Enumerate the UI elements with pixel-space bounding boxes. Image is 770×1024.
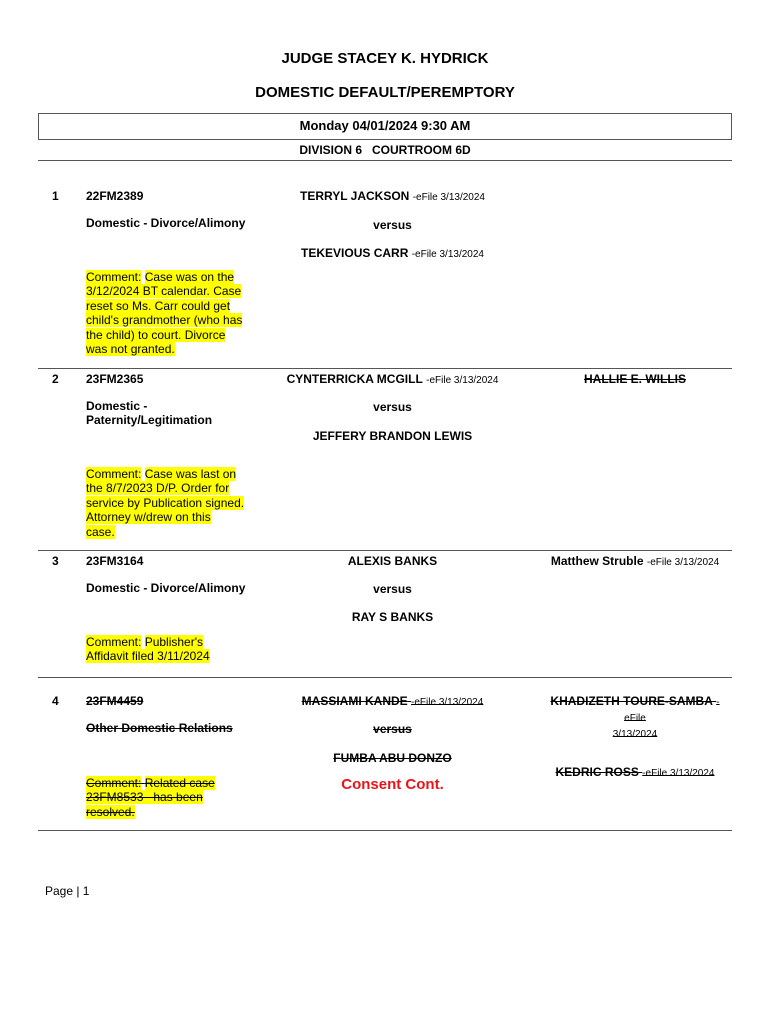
comment-text-line: 23FM8533 has been [86,790,203,805]
defendant-efile: -eFile 3/13/2024 [411,249,484,260]
attorney-efile: -eFile [624,697,720,724]
plaintiff-name: CYNTERRICKA MCGILL [286,372,423,386]
comment-text-line: Affidavit filed 3/11/2024 [86,649,210,664]
versus-label: versus [373,400,412,414]
versus-label: versus [373,722,412,736]
page-number: Page | 1 [45,884,90,898]
defendant-name: FUMBA ABU DONZO [333,751,452,765]
case-number: 1 [52,189,59,203]
comment-text-line: Publisher's [144,635,204,649]
defendant-name: RAY S BANKS [351,610,434,624]
attorney-efile: -eFile 3/13/2024 [642,768,715,779]
attorney-efile: -eFile 3/13/2024 [646,557,720,568]
plaintiff-efile: -eFile 3/13/2024 [412,192,485,203]
case-divider [38,677,732,678]
case-number: 4 [52,694,59,708]
attorney-name: KEDRIC ROSS [555,765,639,779]
case-type-line: Paternity/Legitimation [86,413,213,427]
comment-label: Comment: [86,635,142,649]
comment-text-line: child's grandmother (who has [86,313,243,328]
comment-label: Comment: [86,776,142,790]
comment-text-line: was not granted. [86,342,175,357]
case-comment [86,635,258,664]
calendar-title: DOMESTIC DEFAULT/PEREMPTORY [255,84,515,101]
plaintiff [255,372,530,386]
attorney-name: KHADIZETH TOURE-SAMBA [550,694,713,708]
case-id: 23FM3164 [86,554,144,568]
attorney-name: HALLIE E. WILLIS [584,372,686,386]
case-number: 2 [52,372,59,386]
case-status: Consent Cont. [341,776,444,793]
versus-label: versus [373,582,412,596]
defendant-name: JEFFERY BRANDON LEWIS [312,429,473,443]
case-comment [86,270,258,356]
second-attorney [540,765,730,779]
comment-text-line: Related case [144,776,215,790]
calendar-date-time: Monday 04/01/2024 9:30 AM [38,113,732,140]
defendant [255,246,530,260]
plaintiff-efile: -eFile 3/13/2024 [411,697,484,708]
defendant-name: TEKEVIOUS CARR [301,246,409,260]
case-comment [86,467,258,539]
attorney [540,554,730,568]
case-divider [38,368,732,369]
comment-label: Comment: [86,270,142,284]
case-id: 22FM2389 [86,189,144,203]
comment-text-line: 3/12/2024 BT calendar. Case [86,284,242,299]
case-divider [38,830,732,831]
comment-label: Comment: [86,467,142,481]
case-type-line: Domestic - [86,399,148,413]
comment-text-line: Case was on the [144,270,235,284]
case-type [86,399,212,427]
attorney-name: Matthew Struble [550,554,644,568]
attorney-efile-date: 3/13/2024 [612,729,658,740]
case-type: Domestic - Divorce/Alimony [86,216,246,230]
plaintiff [255,189,530,203]
comment-text-line: Attorney w/drew on this [86,510,211,525]
comment-text-line: the child) to court. Divorce [86,327,226,342]
plaintiff-name: ALEXIS BANKS [347,554,438,568]
case-comment [86,776,258,819]
plaintiff-name: MASSIAMI KANDE [301,694,408,708]
judge-name: JUDGE STACEY K. HYDRICK [281,50,489,67]
comment-text-line: the 8/7/2023 D/P. Order for [86,481,230,496]
case-divider [38,550,732,551]
case-id: 23FM4459 [86,694,144,708]
comment-text-line: reset so Ms. Carr could get [86,298,231,313]
comment-text-line: Case was last on [144,467,237,481]
comment-text-line: service by Publication signed. [86,495,245,510]
plaintiff [255,694,530,708]
case-type: Other Domestic Relations [86,721,233,735]
plaintiff-efile: -eFile 3/13/2024 [426,375,499,386]
attorney [540,694,730,742]
division-courtroom: DIVISION 6 COURTROOM 6D [299,143,471,157]
plaintiff-name: TERRYL JACKSON [300,189,410,203]
case-number: 3 [52,554,59,568]
case-id: 23FM2365 [86,372,144,386]
case-type: Domestic - Divorce/Alimony [86,581,246,595]
header-divider [38,160,732,161]
comment-text-line: case. [86,524,115,539]
versus-label: versus [373,218,412,232]
comment-text-line: resolved. [86,804,135,819]
